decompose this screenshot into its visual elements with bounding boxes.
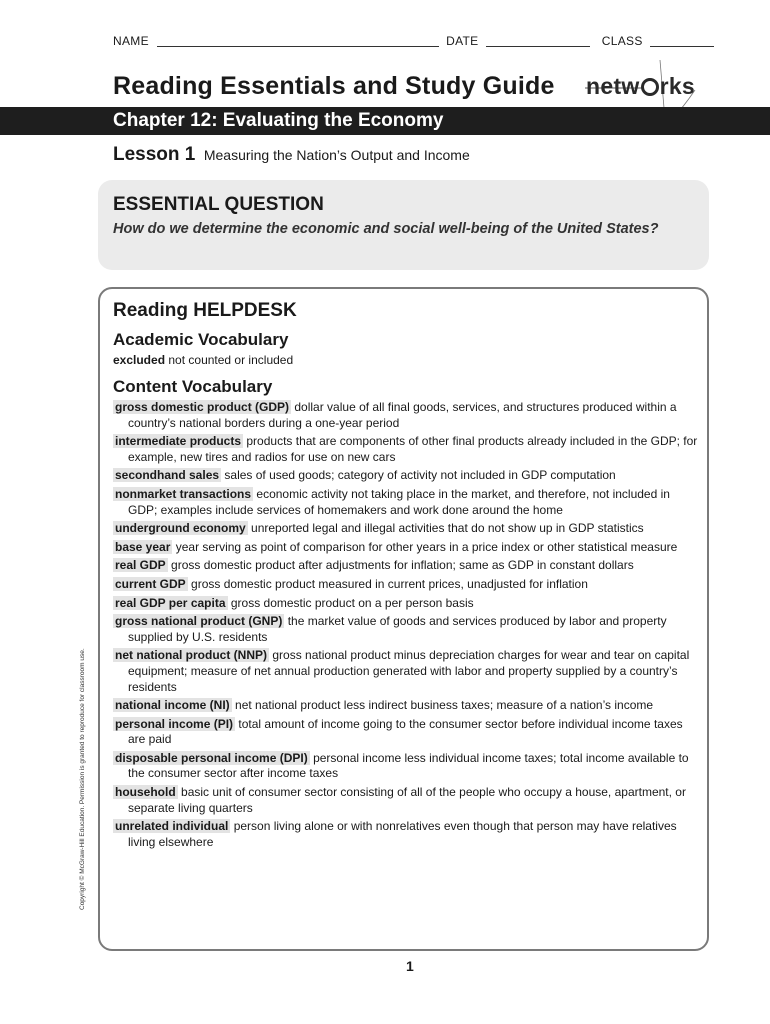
- lesson-heading: [113, 144, 470, 166]
- page-number: 1: [406, 958, 414, 974]
- vocab-term: current GDP: [115, 576, 186, 591]
- vocab-term: net national product (NNP): [115, 648, 267, 663]
- vocab-item-gnp: [113, 614, 698, 645]
- vocab-definition: economic activity not taking place in the market, and therefore, not included in GDP; examples include services of homemakers and work done around the home: [128, 486, 670, 517]
- vocab-definition: the market value of goods and services produced by labor and property supplied by U.S. residents: [128, 614, 667, 644]
- vocab-term: gross national product (GNP): [115, 614, 283, 629]
- name-field[interactable]: [157, 37, 439, 47]
- vocab-definition: personal income less individual income taxes; total income available to the consumer sector after income taxes: [128, 750, 689, 781]
- vocab-definition: year serving as point of comparison for other years in a price index or other statistical measure: [175, 539, 678, 554]
- vocab-definition: not counted or included: [168, 353, 294, 367]
- lesson-number: Lesson 1: [113, 144, 196, 165]
- vocab-item-personal-income: [113, 717, 698, 748]
- vocab-definition: net national product less indirect business taxes; measure of a nation’s income: [235, 698, 654, 713]
- vocab-item-current-gdp: [113, 577, 698, 593]
- vocab-item-unrelated-individual: [113, 819, 698, 850]
- vocab-term: real GDP: [115, 558, 166, 573]
- vocab-item-intermediate-products: [113, 434, 698, 465]
- vocab-definition: person living alone or with nonrelatives even though that person may have relatives living elsewhere: [128, 819, 677, 849]
- vocab-term: real GDP per capita: [115, 595, 226, 610]
- vocab-definition: gross domestic product measured in current prices, unadjusted for inflation: [191, 576, 588, 591]
- helpdesk-title: Reading HELPDESK: [113, 300, 297, 321]
- vocab-item-base-year: [113, 540, 698, 556]
- academic-vocab-item: [113, 353, 293, 367]
- logo-o-icon: [641, 78, 659, 96]
- content-vocabulary-title: Content Vocabulary: [113, 377, 273, 396]
- vocab-term: household: [115, 785, 176, 800]
- vocab-term: personal income (PI): [115, 716, 234, 731]
- chapter-title: Chapter 12: Evaluating the Economy: [113, 110, 444, 131]
- vocab-item-real-gdp-per-capita: [113, 596, 698, 612]
- vocab-term: gross domestic product (GDP): [115, 400, 290, 414]
- copyright-notice: Copyright © McGraw-Hill Education. Permission is granted to reproduce for classroom use.: [79, 648, 86, 910]
- essential-question-heading: ESSENTIAL QUESTION: [113, 194, 324, 215]
- vocab-item-national-income: [113, 698, 698, 714]
- vocab-definition: sales of used goods; category of activity not included in GDP computation: [224, 468, 616, 483]
- vocab-item-gdp: [113, 400, 698, 431]
- vocab-item-secondhand-sales: [113, 468, 698, 484]
- academic-vocabulary-title: Academic Vocabulary: [113, 330, 289, 349]
- vocab-item-nnp: [113, 648, 698, 695]
- vocab-term: base year: [115, 539, 171, 554]
- vocab-term: excluded: [113, 353, 166, 367]
- student-info-line: [113, 34, 718, 48]
- class-field[interactable]: [650, 37, 714, 47]
- class-label: CLASS: [601, 34, 643, 48]
- vocab-definition: total amount of income going to the consumer sector before individual income taxes are paid: [128, 716, 683, 747]
- vocab-term: nonmarket transactions: [115, 486, 252, 501]
- vocab-definition: dollar value of all final goods, services, and structures produced within a country’s national borders during a one-year period: [128, 400, 677, 430]
- guide-title: Reading Essentials and Study Guide: [113, 72, 555, 100]
- name-label: NAME: [113, 34, 149, 48]
- vocab-definition: basic unit of consumer sector consisting of all of the people who occupy a house, apartment, or separate living quarters: [128, 785, 686, 815]
- content-vocab-list: [113, 400, 698, 853]
- vocab-item-real-gdp: [113, 558, 698, 574]
- vocab-item-underground-economy: [113, 521, 698, 537]
- vocab-term: intermediate products: [115, 434, 242, 449]
- essential-question-text: How do we determine the economic and social well-being of the United States?: [113, 221, 659, 237]
- vocab-term: disposable personal income (DPI): [115, 750, 308, 765]
- vocab-definition: unreported legal and illegal activities that do not show up in GDP statistics: [251, 521, 644, 536]
- vocab-item-disposable-personal-income: [113, 751, 698, 782]
- vocab-definition: gross national product minus depreciation charges for wear and tear on capital equipment; measure of net annual production generated with labor and property supplied by a country’s residents: [128, 648, 690, 694]
- lesson-title: Measuring the Nation’s Output and Income: [203, 147, 470, 163]
- vocab-definition: gross domestic product on a per person basis: [230, 595, 474, 610]
- vocab-item-nonmarket-transactions: [113, 487, 698, 518]
- vocab-term: underground economy: [115, 521, 246, 536]
- vocab-term: secondhand sales: [115, 468, 220, 483]
- vocab-item-household: [113, 785, 698, 816]
- date-field[interactable]: [486, 37, 590, 47]
- vocab-term: national income (NI): [115, 698, 230, 713]
- vocab-definition: gross domestic product after adjustments for inflation; same as GDP in constant dollars: [171, 558, 634, 573]
- vocab-term: unrelated individual: [115, 819, 229, 834]
- networks-logo: netw rks: [586, 73, 696, 99]
- vocab-definition: products that are components of other final products already included in the GDP; for example, new tires and radios for use on new cars: [128, 434, 698, 464]
- date-label: DATE: [446, 34, 479, 48]
